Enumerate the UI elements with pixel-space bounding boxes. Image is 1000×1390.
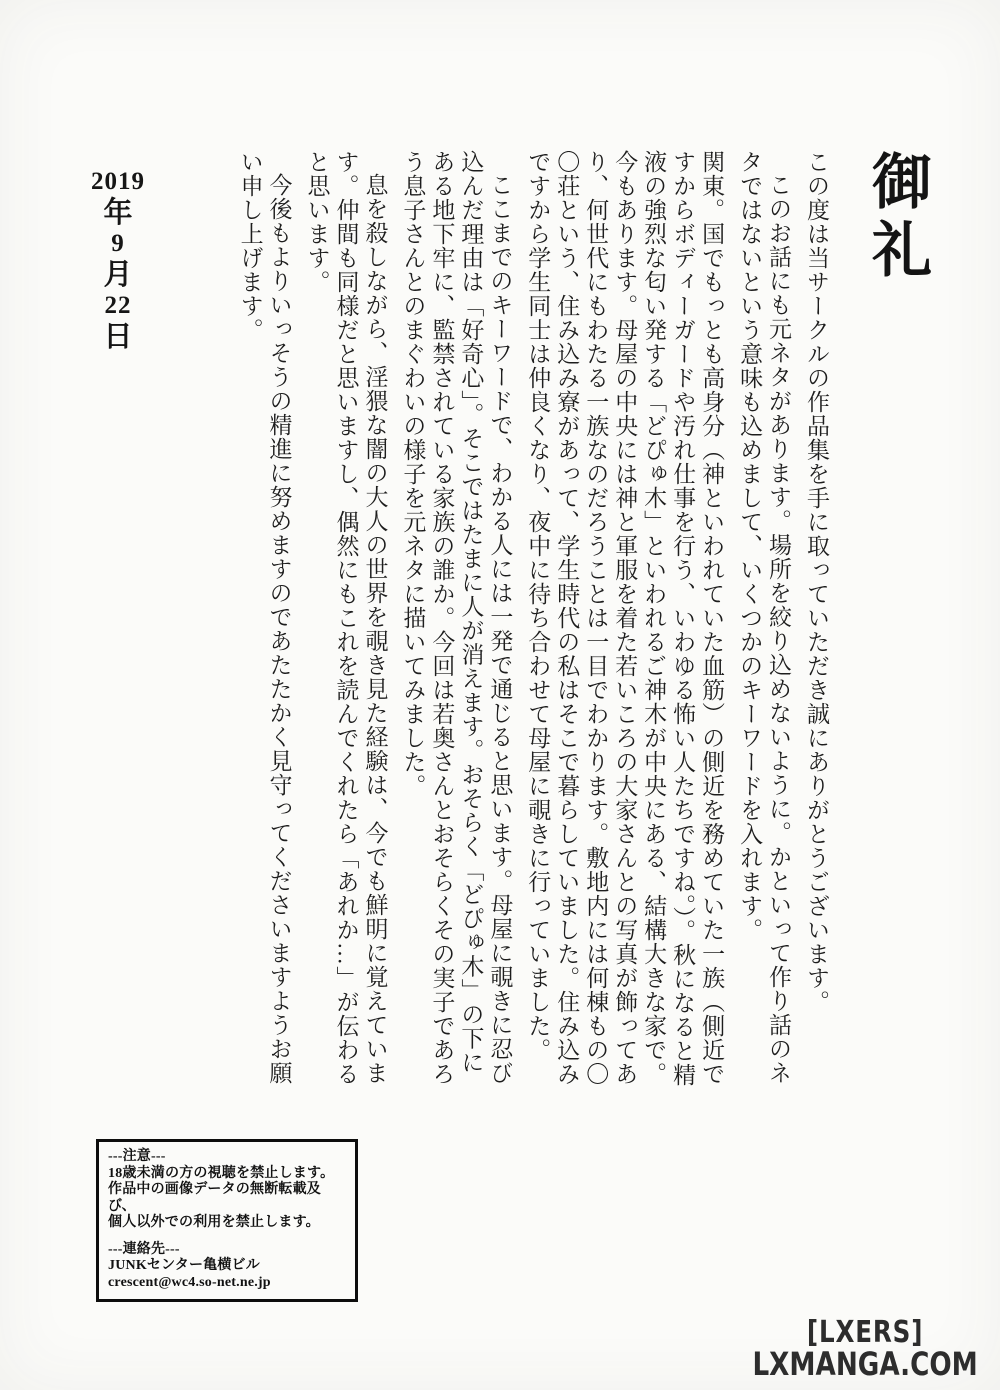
afterword-paragraph-1: この度は当サークルの作品集を手に取っていただき誠にありがとうございます。 xyxy=(804,150,829,1014)
date-day-kanji: 日 xyxy=(103,320,133,353)
watermark-domain: LXMANGA.COM xyxy=(752,1345,978,1384)
date-year-kanji: 年 xyxy=(103,196,133,229)
afterword-paragraph-3: 関東。国でもっとも高身分（神といわれていた血筋）の側近を務めていた一族（側近ですからボディーガードや汚れ仕事を行う、いわゆる怖い人たちですね。）。秋になると精液の強烈な匂い発する「どぴゅ木」といわれるご神木が中央にある、結構大きな家で。今もあります。母屋の中央には神と軍服を着た若いころの大家さんとの写真が飾ってあり、何世代にもわたる一族なのだろうことは一目でわかります。敷地内には何棟もの〇〇荘という、住み込み寮があって、学生時代の私はそこで暮らしていました。住み込みですから学生同士は仲良くなり、夜中に待ち合わせて母屋に覗きに行っていました。 xyxy=(525,150,725,1087)
site-watermark xyxy=(752,1314,978,1384)
notice-line: 個人以外での利用を禁止します。 xyxy=(108,1215,320,1231)
afterword-paragraph-6: 今後もよりいっそうの精進に努めますのであたたかく見守ってくださいますようお願い申し上げます。 xyxy=(237,150,292,1085)
afterword-paragraph-2: このお話にも元ネタがあります。場所を絞り込めないように。かといって作り話のネタではないという意味も込めまして、いくつかのキーワードを入れます。 xyxy=(737,150,792,1085)
notice-line: 作品中の画像データの無断転載及び、 xyxy=(108,1182,321,1214)
page-title: 御礼 xyxy=(864,150,930,286)
watermark-tag: [LXERS] xyxy=(807,1314,924,1350)
notice-header: ---注意--- xyxy=(108,1149,166,1164)
date-year: 2019 xyxy=(91,168,145,195)
date-month-kanji: 月 xyxy=(103,258,133,291)
afterword-paragraph-5: 息を殺しながら、淫猥な闇の大人の世界を覗き見た経験は、今でも鮮明に覚えています。仲間も同様だと思いますし、偶然にもこれを読んでくれたら「あれか…」が伝わると思います。 xyxy=(304,150,388,1086)
contact-header: ---連絡先--- xyxy=(108,1241,180,1257)
afterword-paragraph-4: ここまでのキーワードで、わかる人には一発で通じると思います。母屋に覗きに忍び込んだ理由は「好奇心」。そこではたまに人が消えます。おそらく「どぴゅ木」の下にある地下牢に、監禁されている家族の誰か。今回は若奥さんとおそらくその実子であろう息子さんとのまぐわいの様子を元ネタに描いてみました。 xyxy=(400,150,513,1086)
date-month: 9 xyxy=(111,230,125,258)
notice-line: 18歳未満の方の視聴を禁止します。 xyxy=(108,1165,335,1181)
contact-email: crescent@wc4.so-net.ne.jp xyxy=(108,1274,271,1290)
date-day: 22 xyxy=(104,292,132,320)
age-notice-box xyxy=(96,1139,358,1302)
notice-spacer xyxy=(108,1232,346,1242)
afterword-text xyxy=(235,150,930,1095)
publication-date xyxy=(84,168,152,354)
contact-line: JUNKセンター亀横ビル xyxy=(108,1258,260,1274)
